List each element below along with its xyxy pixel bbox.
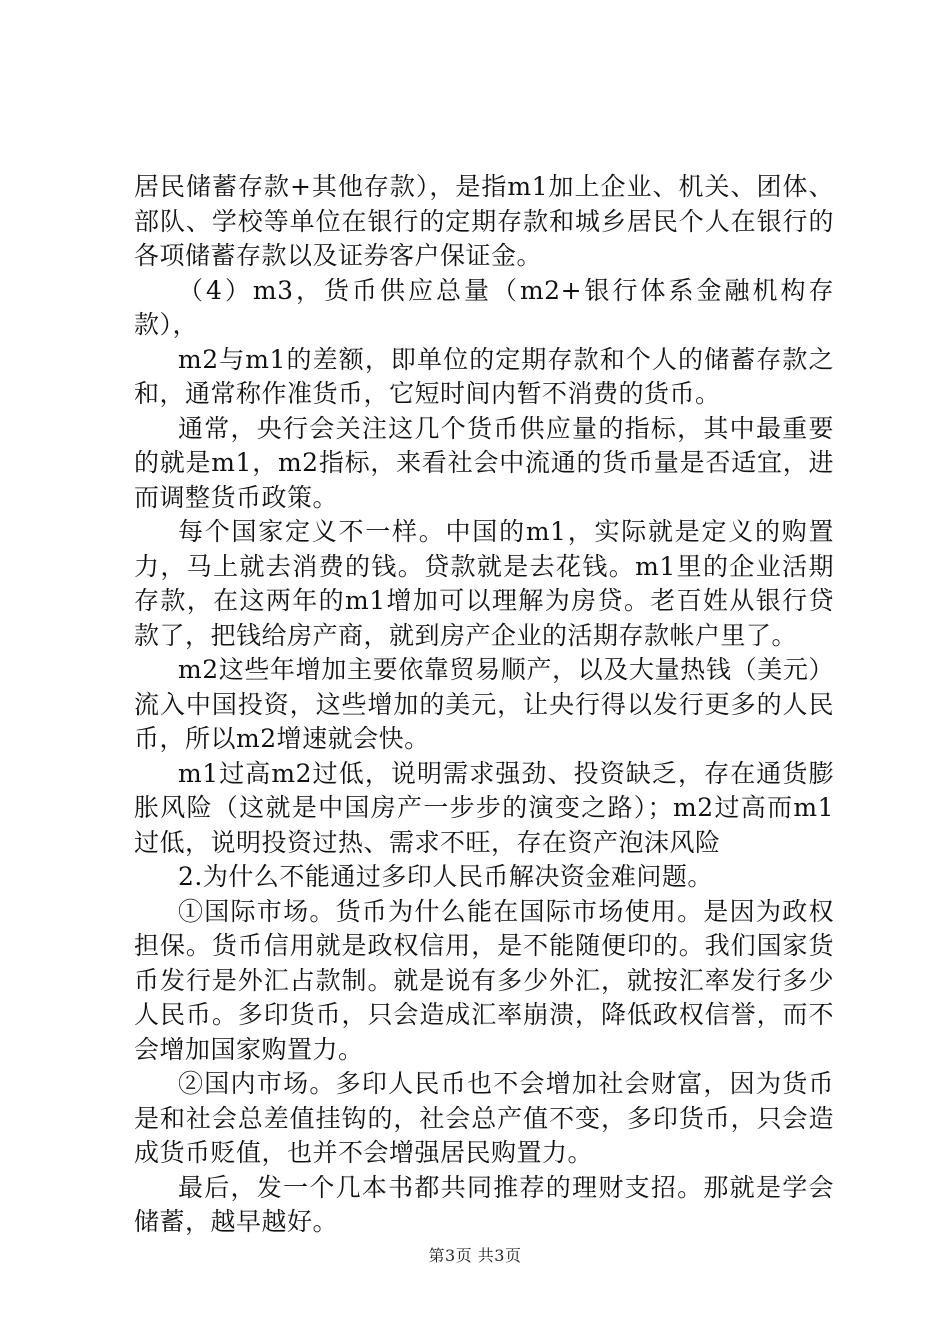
page-footer: 第3页 共3页 — [428, 1246, 522, 1265]
paragraph-7: m1过高m2过低，说明需求强劲、投资缺乏，存在通货膨胀风险（这就是中国房产一步步的演变之路）；m2过高而m1过低，说明投资过热、需求不旺，存在资产泡沫风险 — [134, 758, 834, 857]
paragraph-9: ①国际市场。货币为什么能在国际市场使用。是因为政权担保。货币信用就是政权信用，是不能随便印的。我们国家货币发行是外汇占款制。就是说有多少外汇，就按汇率发行多少人民币。多印货币，只会造成汇率崩溃，降低政权信誉，而不会增加国家购置力。 — [134, 896, 834, 1064]
paragraph-3: m2与m1的差额，即单位的定期存款和个人的储蓄存款之和，通常称作准货币，它短时间内暂不消费的货币。 — [134, 344, 834, 408]
document-body — [134, 170, 834, 1240]
paragraph-1: 居民储蓄存款+其他存款），是指m1加上企业、机关、团体、部队、学校等单位在银行的定期存款和城乡居民个人在银行的各项储蓄存款以及证券客户保证金。 — [134, 172, 834, 270]
paragraph-11: 最后，发一个几本书都共同推荐的理财支招。那就是学会储蓄，越早越好。 — [134, 1172, 834, 1236]
paragraph-4: 通常，央行会关注这几个货币供应量的指标，其中最重要的就是m1，m2指标，来看社会中流通的货币量是否适宜，进而调整货币政策。 — [134, 413, 834, 512]
paragraph-8: 2.为什么不能通过多印人民币解决资金难问题。 — [178, 862, 713, 891]
paragraph-2: （4）m3，货币供应总量（m2+银行体系金融机构存款）， — [134, 275, 834, 339]
paragraph-5: 每个国家定义不一样。中国的m1，实际就是定义的购置力，马上就去消费的钱。贷款就是去花钱。m1里的企业活期存款，在这两年的m1增加可以理解为房贷。老百姓从银行贷款了，把钱给房产商，就到房产企业的活期存款帐户里了。 — [134, 517, 834, 650]
paragraph-6: m2这些年增加主要依靠贸易顺产，以及大量热钱（美元）流入中国投资，这些增加的美元，让央行得以发行更多的人民币，所以m2增速就会快。 — [134, 655, 834, 753]
paragraph-10: ②国内市场。多印人民币也不会增加社会财富，因为货币是和社会总差值挂钩的，社会总产值不变，多印货币，只会造成货币贬值，也并不会增强居民购置力。 — [134, 1069, 834, 1167]
